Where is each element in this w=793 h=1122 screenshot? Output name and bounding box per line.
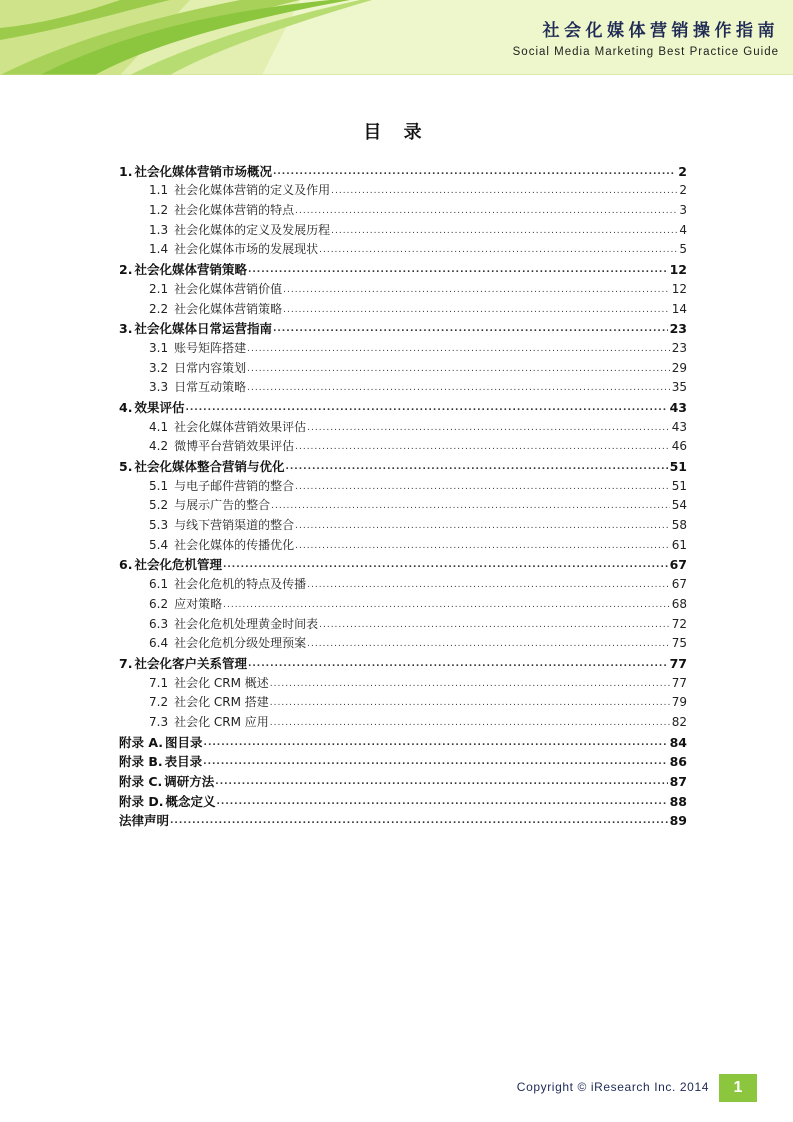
toc-entry-title: 社会化媒体营销的特点 — [174, 203, 295, 218]
toc-entry-title: 社会化 CRM 概述 — [174, 675, 269, 690]
toc-entry-number: 1.1 — [149, 183, 169, 198]
toc-dot-leader — [283, 301, 670, 318]
toc-entry[interactable] — [119, 810, 687, 830]
toc-entry-number: 2. — [119, 262, 133, 278]
toc-dot-leader — [185, 399, 667, 416]
toc-entry-title: 社会化媒体市场的发展现状 — [174, 242, 319, 257]
toc-dot-leader — [271, 497, 670, 514]
footer-copyright: Copyright © iResearch Inc. 2014 — [516, 1080, 709, 1094]
toc-entry-number: 1.2 — [149, 203, 169, 218]
toc-entry-title: 社会化 CRM 搭建 — [174, 695, 269, 710]
toc-entry[interactable] — [119, 495, 687, 515]
toc-entry-page: 72 — [671, 616, 687, 631]
toc-entry-label — [149, 340, 247, 357]
toc-entry-label — [119, 261, 248, 278]
toc-entry-page: 2 — [679, 183, 687, 198]
toc-entry[interactable] — [119, 692, 687, 712]
toc-entry[interactable] — [119, 416, 687, 436]
toc-dot-leader — [319, 616, 670, 633]
toc-entry-label — [149, 360, 247, 377]
toc-entry-number: 1. — [119, 163, 133, 179]
toc-entry-number: 4. — [119, 399, 133, 415]
toc-entry-number: 5. — [119, 459, 133, 474]
toc-entry[interactable] — [119, 318, 687, 338]
toc-entry-number: 3.1 — [149, 340, 169, 355]
toc-entry-page: 54 — [671, 498, 687, 513]
toc-entry-label — [149, 438, 295, 455]
toc-entry-title: 调研方法 — [164, 774, 215, 789]
toc-dot-leader — [331, 182, 677, 199]
toc-entry-number: 6.1 — [149, 577, 169, 592]
toc-entry-label — [149, 497, 271, 514]
toc-entry-title: 社会化媒体的传播优化 — [174, 537, 295, 552]
toc-entry-title: 法律声明 — [119, 813, 170, 829]
toc-entry-page: 67 — [669, 557, 687, 573]
toc-dot-leader — [319, 241, 677, 258]
toc-entry-label — [119, 753, 203, 770]
toc-entry[interactable] — [119, 377, 687, 397]
toc-entry-page: 77 — [671, 675, 687, 690]
toc-entry[interactable] — [119, 258, 687, 278]
page-number: 1 — [719, 1074, 757, 1102]
toc-entry-label — [149, 537, 295, 554]
toc-entry[interactable] — [119, 613, 687, 633]
toc-entry[interactable] — [119, 180, 687, 200]
toc-entry-page: 12 — [671, 281, 687, 296]
toc-dot-leader — [215, 773, 667, 790]
toc-entry-page: 87 — [669, 774, 687, 789]
toc-entry[interactable] — [119, 298, 687, 318]
toc-entry-page: 46 — [671, 439, 687, 454]
toc-entry-title: 社会化 CRM 应用 — [174, 714, 269, 729]
toc-entry-page: 51 — [669, 459, 687, 474]
toc-entry[interactable] — [119, 770, 687, 790]
toc-entry-page: 61 — [671, 537, 687, 552]
toc-entry-title: 社会化客户关系管理 — [134, 655, 247, 671]
toc-dot-leader — [270, 694, 670, 711]
toc-dot-leader — [331, 222, 677, 239]
toc-entry-title: 概念定义 — [165, 793, 216, 809]
toc-dot-leader — [307, 419, 670, 436]
toc-dot-leader — [223, 556, 668, 573]
toc-entry-number: 附录 B. — [119, 754, 163, 770]
toc-entry[interactable] — [119, 219, 687, 239]
toc-entry-number: 1.4 — [149, 242, 169, 257]
toc-entry-page: 67 — [671, 577, 687, 592]
toc-entry[interactable] — [119, 278, 687, 298]
toc-entry-label — [149, 675, 270, 692]
toc-entry-number: 6.2 — [149, 596, 169, 611]
toc-entry-label — [149, 419, 307, 436]
toc-entry-title: 图目录 — [165, 734, 203, 750]
toc-entry-title: 社会化危机的特点及传播 — [174, 577, 307, 592]
toc-entry-label — [149, 202, 295, 219]
toc-entry[interactable] — [119, 239, 687, 259]
toc-entry-page: 12 — [669, 262, 687, 278]
toc-entry-number: 6.4 — [149, 636, 169, 651]
toc-entry-page: 14 — [671, 301, 687, 316]
toc-entry-page: 4 — [679, 222, 687, 237]
toc-entry[interactable] — [119, 554, 687, 574]
toc-dot-leader — [307, 576, 670, 593]
toc-entry-label — [149, 281, 283, 298]
toc-entry-label — [119, 734, 204, 751]
toc-entry-number: 4.1 — [149, 419, 169, 434]
toc-entry-page: 79 — [671, 695, 687, 710]
toc-dot-leader — [223, 596, 670, 613]
toc-entry-label — [149, 616, 319, 633]
toc-dot-leader — [248, 655, 668, 672]
toc-entry-label — [119, 556, 223, 573]
toc-entry[interactable] — [119, 573, 687, 593]
toc-dot-leader — [295, 438, 670, 455]
toc-entry[interactable] — [119, 790, 687, 810]
toc-entry-label — [149, 576, 307, 593]
toc-entry-number: 6. — [119, 557, 133, 573]
toc-entry-title: 社会化危机处理黄金时间表 — [174, 616, 319, 631]
toc-entry-page: 2 — [678, 163, 687, 179]
toc-entry[interactable] — [119, 514, 687, 534]
toc-entry-page: 3 — [679, 203, 687, 218]
toc-entry[interactable] — [119, 337, 687, 357]
toc-entry-label — [119, 320, 273, 337]
toc-dot-leader — [283, 281, 670, 298]
toc-entry-label — [149, 241, 319, 258]
toc-entry-number: 1.3 — [149, 222, 169, 237]
toc-entry-title: 社会化媒体营销效果评估 — [174, 419, 307, 434]
toc-dot-leader — [270, 675, 670, 692]
toc-entry[interactable] — [119, 199, 687, 219]
toc-dot-leader — [247, 340, 670, 357]
toc-entry-label — [119, 163, 273, 180]
toc-entry-title: 社会化媒体营销策略 — [134, 262, 247, 278]
toc-entry-number: 3. — [119, 321, 133, 337]
toc-entry-title: 社会化媒体营销价值 — [174, 281, 283, 296]
toc-dot-leader — [273, 320, 668, 337]
toc-dot-leader — [285, 458, 667, 475]
toc-dot-leader — [295, 478, 670, 495]
toc-entry-number: 6.3 — [149, 616, 169, 631]
toc-entry-label — [149, 182, 331, 199]
header-subtitle: Social Media Marketing Best Practice Guide — [512, 46, 779, 58]
toc-entry[interactable] — [119, 160, 687, 180]
toc-entry-page: 68 — [671, 596, 687, 611]
toc-entry-page: 35 — [671, 380, 687, 395]
toc-entry[interactable] — [119, 357, 687, 377]
toc-entry-number: 7.1 — [149, 675, 169, 690]
toc-entry-label — [149, 517, 295, 534]
toc-entry[interactable] — [119, 751, 687, 771]
toc-entry-title: 社会化媒体营销市场概况 — [134, 163, 272, 179]
toc-entry-label — [119, 812, 170, 829]
toc-entry-number: 附录 C. — [119, 774, 163, 789]
toc-entry-title: 效果评估 — [134, 399, 185, 415]
toc-entry-number: 7. — [119, 655, 133, 671]
toc-entry-page: 77 — [669, 655, 687, 671]
toc-entry-label — [149, 379, 247, 396]
toc-entry-page: 84 — [669, 734, 687, 750]
toc-dot-leader — [295, 517, 670, 534]
toc-entry[interactable] — [119, 672, 687, 692]
toc-entry[interactable] — [119, 593, 687, 613]
toc-entry-title: 社会化危机分级处理预案 — [174, 636, 307, 651]
toc-entry-title: 社会化媒体日常运营指南 — [134, 321, 272, 337]
toc-entry-label — [149, 301, 283, 318]
toc-entry-number: 7.2 — [149, 695, 169, 710]
toc-entry-number: 3.2 — [149, 360, 169, 375]
toc-entry-page: 75 — [671, 636, 687, 651]
toc-entry-label — [119, 793, 217, 810]
toc-entry-page: 23 — [671, 340, 687, 355]
header-band — [0, 0, 793, 75]
toc-entry[interactable] — [119, 711, 687, 731]
toc-dot-leader — [270, 714, 670, 731]
toc-entry-page: 43 — [671, 419, 687, 434]
toc-entry[interactable] — [119, 534, 687, 554]
toc-entry-label — [149, 222, 331, 239]
toc-entry-title: 社会化媒体的定义及发展历程 — [174, 222, 331, 237]
toc-entry-number: 5.1 — [149, 478, 169, 493]
toc-heading: 目 录 — [363, 122, 430, 143]
toc-dot-leader — [217, 793, 668, 810]
toc-dot-leader — [247, 360, 670, 377]
table-of-contents — [119, 160, 687, 829]
toc-entry[interactable] — [119, 633, 687, 653]
toc-entry-page: 43 — [669, 399, 687, 415]
toc-entry-title: 社会化媒体营销的定义及作用 — [174, 183, 331, 198]
toc-dot-leader — [247, 379, 670, 396]
toc-entry-page: 29 — [671, 360, 687, 375]
toc-entry-label — [149, 714, 270, 731]
toc-entry-page: 88 — [669, 793, 687, 809]
toc-dot-leader — [307, 635, 670, 652]
toc-dot-leader — [204, 734, 668, 751]
toc-entry-title: 微博平台营销效果评估 — [174, 439, 295, 454]
toc-entry-page: 58 — [671, 518, 687, 533]
toc-entry-number: 附录 A. — [119, 734, 164, 750]
toc-entry-page: 5 — [679, 242, 687, 257]
toc-entry-page: 82 — [671, 714, 687, 729]
toc-entry-number: 5.2 — [149, 498, 169, 513]
toc-entry-number: 2.1 — [149, 281, 169, 296]
toc-entry-label — [119, 773, 215, 790]
toc-entry-title: 与线下营销渠道的整合 — [174, 518, 295, 533]
toc-entry-title: 与展示广告的整合 — [174, 498, 271, 513]
toc-entry-label — [119, 655, 248, 672]
toc-entry-label — [119, 399, 185, 416]
toc-entry-title: 账号矩阵搭建 — [174, 340, 247, 355]
toc-entry-page: 23 — [669, 321, 687, 337]
toc-entry[interactable] — [119, 396, 687, 416]
toc-entry-title: 日常内容策划 — [174, 360, 247, 375]
toc-entry[interactable] — [119, 455, 687, 475]
toc-entry-number: 5.4 — [149, 537, 169, 552]
toc-entry-number: 2.2 — [149, 301, 169, 316]
toc-entry[interactable] — [119, 652, 687, 672]
toc-entry-page: 86 — [669, 754, 687, 770]
toc-entry-page: 89 — [669, 813, 687, 829]
toc-entry-title: 日常互动策略 — [174, 380, 247, 395]
toc-dot-leader — [170, 812, 668, 829]
toc-dot-leader — [273, 163, 676, 180]
toc-entry-title: 与电子邮件营销的整合 — [174, 478, 295, 493]
toc-entry-number: 7.3 — [149, 714, 169, 729]
toc-entry-number: 附录 D. — [119, 793, 164, 809]
toc-entry-page: 51 — [671, 478, 687, 493]
toc-entry[interactable] — [119, 731, 687, 751]
header-title: 社会化媒体营销操作指南 — [542, 21, 779, 41]
toc-entry-title: 社会化媒体整合营销与优化 — [134, 459, 285, 474]
toc-entry-title: 应对策略 — [174, 596, 223, 611]
toc-entry-title: 表目录 — [164, 754, 203, 770]
toc-entry-number: 3.3 — [149, 380, 169, 395]
toc-entry-number: 5.3 — [149, 518, 169, 533]
toc-dot-leader — [248, 261, 668, 278]
toc-entry-label — [119, 458, 285, 475]
toc-entry-title: 社会化危机管理 — [134, 557, 222, 573]
toc-entry-label — [149, 694, 270, 711]
toc-dot-leader — [295, 537, 670, 554]
toc-dot-leader — [295, 202, 677, 219]
toc-entry[interactable] — [119, 475, 687, 495]
toc-entry-label — [149, 478, 295, 495]
toc-entry[interactable] — [119, 436, 687, 456]
toc-entry-title: 社会化媒体营销策略 — [174, 301, 283, 316]
toc-dot-leader — [203, 753, 667, 770]
toc-entry-label — [149, 596, 223, 613]
toc-entry-number: 4.2 — [149, 439, 169, 454]
toc-entry-label — [149, 635, 307, 652]
